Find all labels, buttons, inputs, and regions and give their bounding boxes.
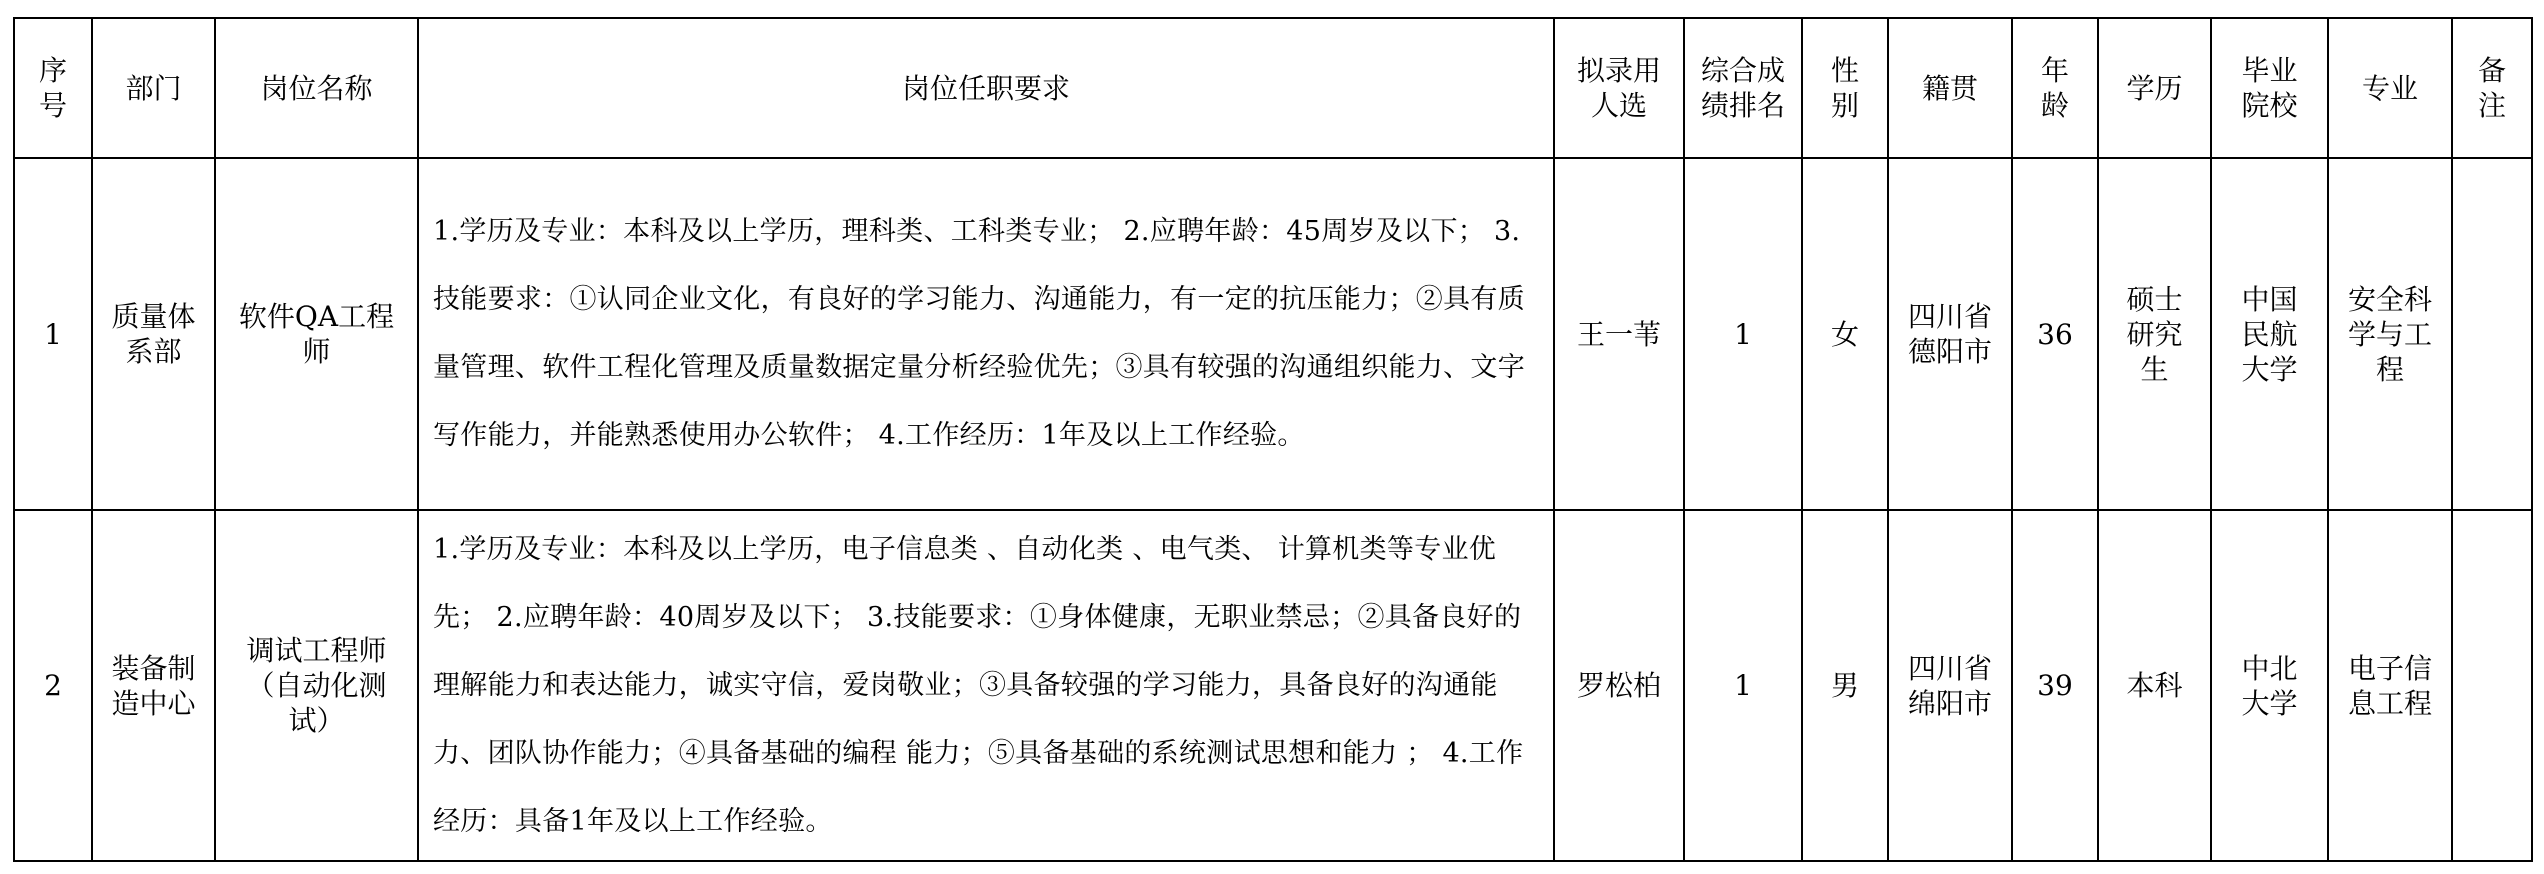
cell-education: 本科 (2098, 510, 2211, 861)
cell-rank: 1 (1684, 510, 1802, 861)
header-education: 学历 (2098, 18, 2211, 158)
header-no: 序号 (14, 18, 92, 158)
header-gender: 性别 (1802, 18, 1888, 158)
header-dept: 部门 (92, 18, 215, 158)
cell-origin: 四川省德阳市 (1888, 158, 2012, 510)
cell-dept: 装备制造中心 (92, 510, 215, 861)
header-rank: 综合成绩排名 (1684, 18, 1802, 158)
header-remark: 备注 (2452, 18, 2532, 158)
header-age: 年龄 (2012, 18, 2098, 158)
header-position: 岗位名称 (215, 18, 418, 158)
cell-no: 2 (14, 510, 92, 861)
header-requirements: 岗位任职要求 (418, 18, 1554, 158)
table-row (14, 510, 2532, 861)
cell-remark (2452, 510, 2532, 861)
cell-age: 36 (2012, 158, 2098, 510)
header-school: 毕业院校 (2211, 18, 2328, 158)
cell-requirements: 1.学历及专业：本科及以上学历，理科类、工科类专业； 2.应聘年龄：45周岁及以下； 3.技能要求：①认同企业文化，有良好的学习能力、沟通能力，有一定的抗压能力；②具有质量管理、软件工程化管理及质量数据定量分析经验优先；③具有较强的沟通组织能力、文字写作能力，并能熟悉使用办公软件； 4.工作经历：1年及以上工作经验。 (418, 158, 1554, 510)
cell-position: 软件QA工程师 (215, 158, 418, 510)
cell-major: 电子信息工程 (2328, 510, 2452, 861)
cell-candidate: 王一苇 (1554, 158, 1684, 510)
cell-education: 硕士研究生 (2098, 158, 2211, 510)
cell-school: 中国民航大学 (2211, 158, 2328, 510)
header-origin: 籍贯 (1888, 18, 2012, 158)
cell-candidate: 罗松柏 (1554, 510, 1684, 861)
cell-age: 39 (2012, 510, 2098, 861)
cell-requirements: 1.学历及专业：本科及以上学历，电子信息类 、自动化类 、电气类、 计算机类等专业优先； 2.应聘年龄：40周岁及以下； 3.技能要求：①身体健康，无职业禁忌；②具备良好的理解能力和表达能力，诚实守信，爱岗敬业；③具备较强的学习能力，具备良好的沟通能力、团队协作能力；④具备基础的编程 能力；⑤具备基础的系统测试思想和能力 ； 4.工作经历：具备1年及以上工作经验。 (418, 510, 1554, 861)
recruitment-table (13, 17, 2533, 862)
cell-remark (2452, 158, 2532, 510)
cell-school: 中北大学 (2211, 510, 2328, 861)
cell-position: 调试工程师（自动化测试） (215, 510, 418, 861)
header-candidate: 拟录用人选 (1554, 18, 1684, 158)
cell-no: 1 (14, 158, 92, 510)
cell-rank: 1 (1684, 158, 1802, 510)
header-major: 专业 (2328, 18, 2452, 158)
cell-dept: 质量体系部 (92, 158, 215, 510)
table-row (14, 158, 2532, 510)
cell-major: 安全科学与工程 (2328, 158, 2452, 510)
cell-origin: 四川省绵阳市 (1888, 510, 2012, 861)
header-row (14, 18, 2532, 158)
cell-gender: 男 (1802, 510, 1888, 861)
cell-gender: 女 (1802, 158, 1888, 510)
